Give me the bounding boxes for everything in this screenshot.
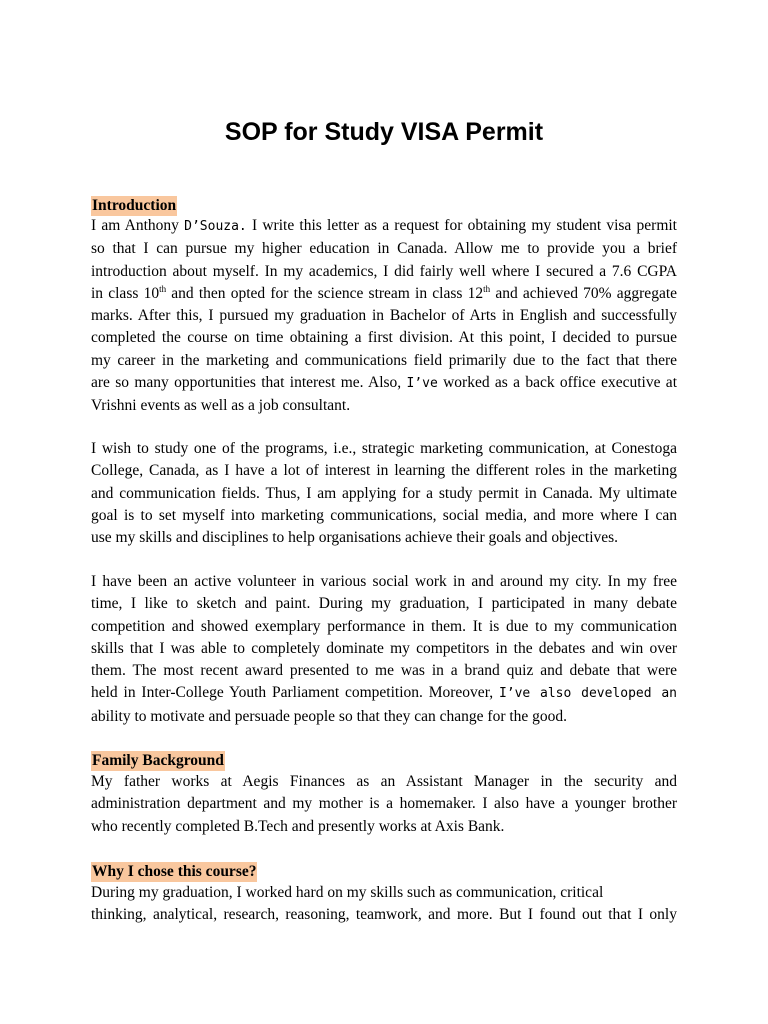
intro-paragraph-1 bbox=[91, 215, 677, 418]
paragraph-line: in class 10th and then opted for the science stream in class 12th and achieved 70% aggregate bbox=[91, 283, 678, 302]
paragraph-line: held in Inter-College Youth Parliament competition. Moreover, I’ve also developed an bbox=[91, 684, 677, 702]
paragraph-line: marks. After this, I pursued my graduation in Bachelor of Arts in English and successfully bbox=[91, 307, 677, 325]
paragraph-line: and communication fields. Thus, I am applying for a study permit in Canada. My ultimate bbox=[91, 484, 677, 502]
paragraph-line: I wish to study one of the programs, i.e., strategic marketing communication, at Conestoga bbox=[91, 440, 677, 457]
paragraph-line: thinking, analytical, research, reasoning, teamwork, and more. But I found out that I only bbox=[91, 906, 677, 924]
paragraph-line: goal is to set myself into marketing communications, social media, and more where I can bbox=[91, 506, 677, 524]
paragraph-line: During my graduation, I worked hard on my skills such as communication, critical bbox=[91, 884, 604, 901]
paragraph-line: my career in the marketing and communications field primarily due to the fact that there bbox=[91, 351, 677, 369]
paragraph-line: competition and showed exemplary performance in them. It is due to my communication bbox=[91, 617, 677, 635]
course-paragraph bbox=[91, 882, 677, 927]
paragraph-line: them. The most recent award presented to me was in a brand quiz and debate that were bbox=[91, 662, 677, 680]
paragraph-line: completed the course on time obtaining a first division. At this point, I decided to pursue bbox=[91, 329, 677, 347]
intro-paragraph-2 bbox=[91, 438, 677, 549]
paragraph-line: skills that I was able to completely dominate my competitors in the debates and win over bbox=[91, 639, 677, 657]
section-heading-family-background: Family Background bbox=[92, 752, 224, 769]
paragraph-line: time, I like to sketch and paint. During my graduation, I participated in many debate bbox=[91, 595, 677, 613]
paragraph-line: ability to motivate and persuade people so that they can change for the good. bbox=[91, 707, 568, 725]
family-paragraph bbox=[91, 771, 677, 838]
paragraph-line: introduction about myself. In my academics, I did fairly well where I secured a 7.6 CGPA bbox=[91, 262, 677, 280]
section-heading-why-course: Why I chose this course? bbox=[92, 863, 257, 880]
paragraph-line: use my skills and disciplines to help organisations achieve their goals and objectives. bbox=[91, 529, 619, 547]
paragraph-line: so that I can pursue my higher education in Canada. Allow me to provide you a brief bbox=[91, 240, 677, 258]
paragraph-line: I have been an active volunteer in various social work in and around my city. In my free bbox=[91, 573, 677, 590]
section-heading-introduction: Introduction bbox=[92, 197, 177, 214]
paragraph-line: are so many opportunities that interest me. Also, I’ve worked as a back office executive at bbox=[91, 374, 677, 392]
intro-paragraph-3 bbox=[91, 571, 677, 728]
paragraph-line: College, Canada, as I have a lot of interest in learning the different roles in the marketing bbox=[91, 462, 677, 480]
paragraph-line: I am Anthony D’Souza. I write this letter as a request for obtaining my student visa permit bbox=[91, 217, 677, 234]
paragraph-line: administration department and my mother is a homemaker. I also have a younger brother bbox=[91, 795, 677, 813]
paragraph-line: My father works at Aegis Finances as an Assistant Manager in the security and bbox=[91, 773, 677, 790]
paragraph-line: who recently completed B.Tech and presently works at Axis Bank. bbox=[91, 817, 505, 835]
paragraph-line: Vrishni events as well as a job consultant. bbox=[91, 397, 351, 415]
page-title: SOP for Study VISA Permit bbox=[224, 118, 544, 146]
